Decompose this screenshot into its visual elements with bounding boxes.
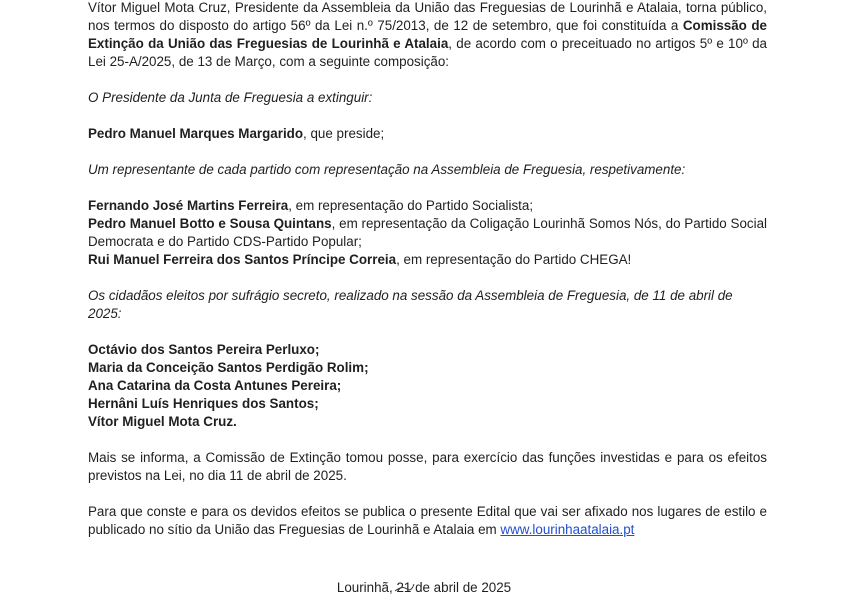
representative-item xyxy=(88,251,767,269)
elected-member: Octávio dos Santos Pereira Perluxo; xyxy=(88,342,320,357)
date-line xyxy=(0,579,848,597)
elected-member: Vítor Miguel Mota Cruz. xyxy=(88,414,237,429)
parties-heading: Um representante de cada partido com representação na Assembleia de Freguesia, respetivamente: xyxy=(88,162,686,177)
representative-name: Fernando José Martins Ferreira xyxy=(88,198,289,213)
edital-body xyxy=(88,0,767,539)
date-day-handwritten xyxy=(396,579,411,597)
president-heading: O Presidente da Junta de Freguesia a extinguir: xyxy=(88,90,373,105)
elected-member: Maria da Conceição Santos Perdigão Rolim; xyxy=(88,360,369,375)
representative-desc: , em representação do Partido Socialista; xyxy=(288,198,534,213)
elected-list xyxy=(88,341,767,431)
publication-paragraph xyxy=(88,503,767,539)
date-day: 21 xyxy=(396,580,412,595)
representatives-list xyxy=(88,197,767,269)
representative-name: Rui Manuel Ferreira dos Santos Príncipe Correia xyxy=(88,252,397,267)
president-name: Pedro Manuel Marques Margarido xyxy=(88,126,304,141)
representative-item xyxy=(88,215,767,251)
representative-name: Pedro Manuel Botto e Sousa Quintans xyxy=(88,216,332,231)
president-line xyxy=(88,125,767,143)
representative-desc: , em representação do Partido CHEGA! xyxy=(396,252,632,267)
intro-text-end: , de acordo com o preceituado no artigos 5º e 10º da Lei 25-A/2025, de 13 de Março, com a seguinte composição: xyxy=(88,36,767,69)
date-rest: de abril de 2025 xyxy=(411,580,512,595)
president-role: , que preside; xyxy=(303,126,385,141)
representative-item xyxy=(88,197,767,215)
intro-text-start: Vítor Miguel Mota Cruz, Presidente da Assembleia da União das Freguesias de Lourinhã e Atalaia, torna público, nos termos do disposto do artigo 56º da Lei n.º 75/2013, de 12 de setembro, que foi constituída a xyxy=(88,0,767,33)
possession-paragraph: Mais se informa, a Comissão de Extinção tomou posse, para exercício das funções investidas e para os efeitos previstos na Lei, no dia 11 de abril de 2025. xyxy=(88,450,767,483)
intro-paragraph xyxy=(88,0,767,71)
website-link[interactable]: www.lourinhaatalaia.pt xyxy=(500,522,635,537)
elected-member: Ana Catarina da Costa Antunes Pereira; xyxy=(88,378,342,393)
representative-desc: , em representação da Coligação Lourinhã Somos Nós, do Partido Social Democrata e do Partido CDS-Partido Popular; xyxy=(88,216,767,249)
publication-text: Para que conste e para os devidos efeitos se publica o presente Edital que vai ser afixado nos lugares de estilo e publicado no sítio da União das Freguesias de Lourinhã e Atalaia em xyxy=(88,504,767,537)
elected-heading: Os cidadãos eleitos por sufrágio secreto, realizado na sessão da Assembleia de Freguesia, de 11 de abril de 2025: xyxy=(88,288,733,321)
elected-member: Hernâni Luís Henriques dos Santos; xyxy=(88,396,319,411)
handwritten-mark-icon xyxy=(393,582,415,594)
commission-name: Comissão de Extinção da União das Freguesias de Lourinhã e Atalaia xyxy=(88,18,767,51)
date-place: Lourinhã, xyxy=(336,580,397,595)
